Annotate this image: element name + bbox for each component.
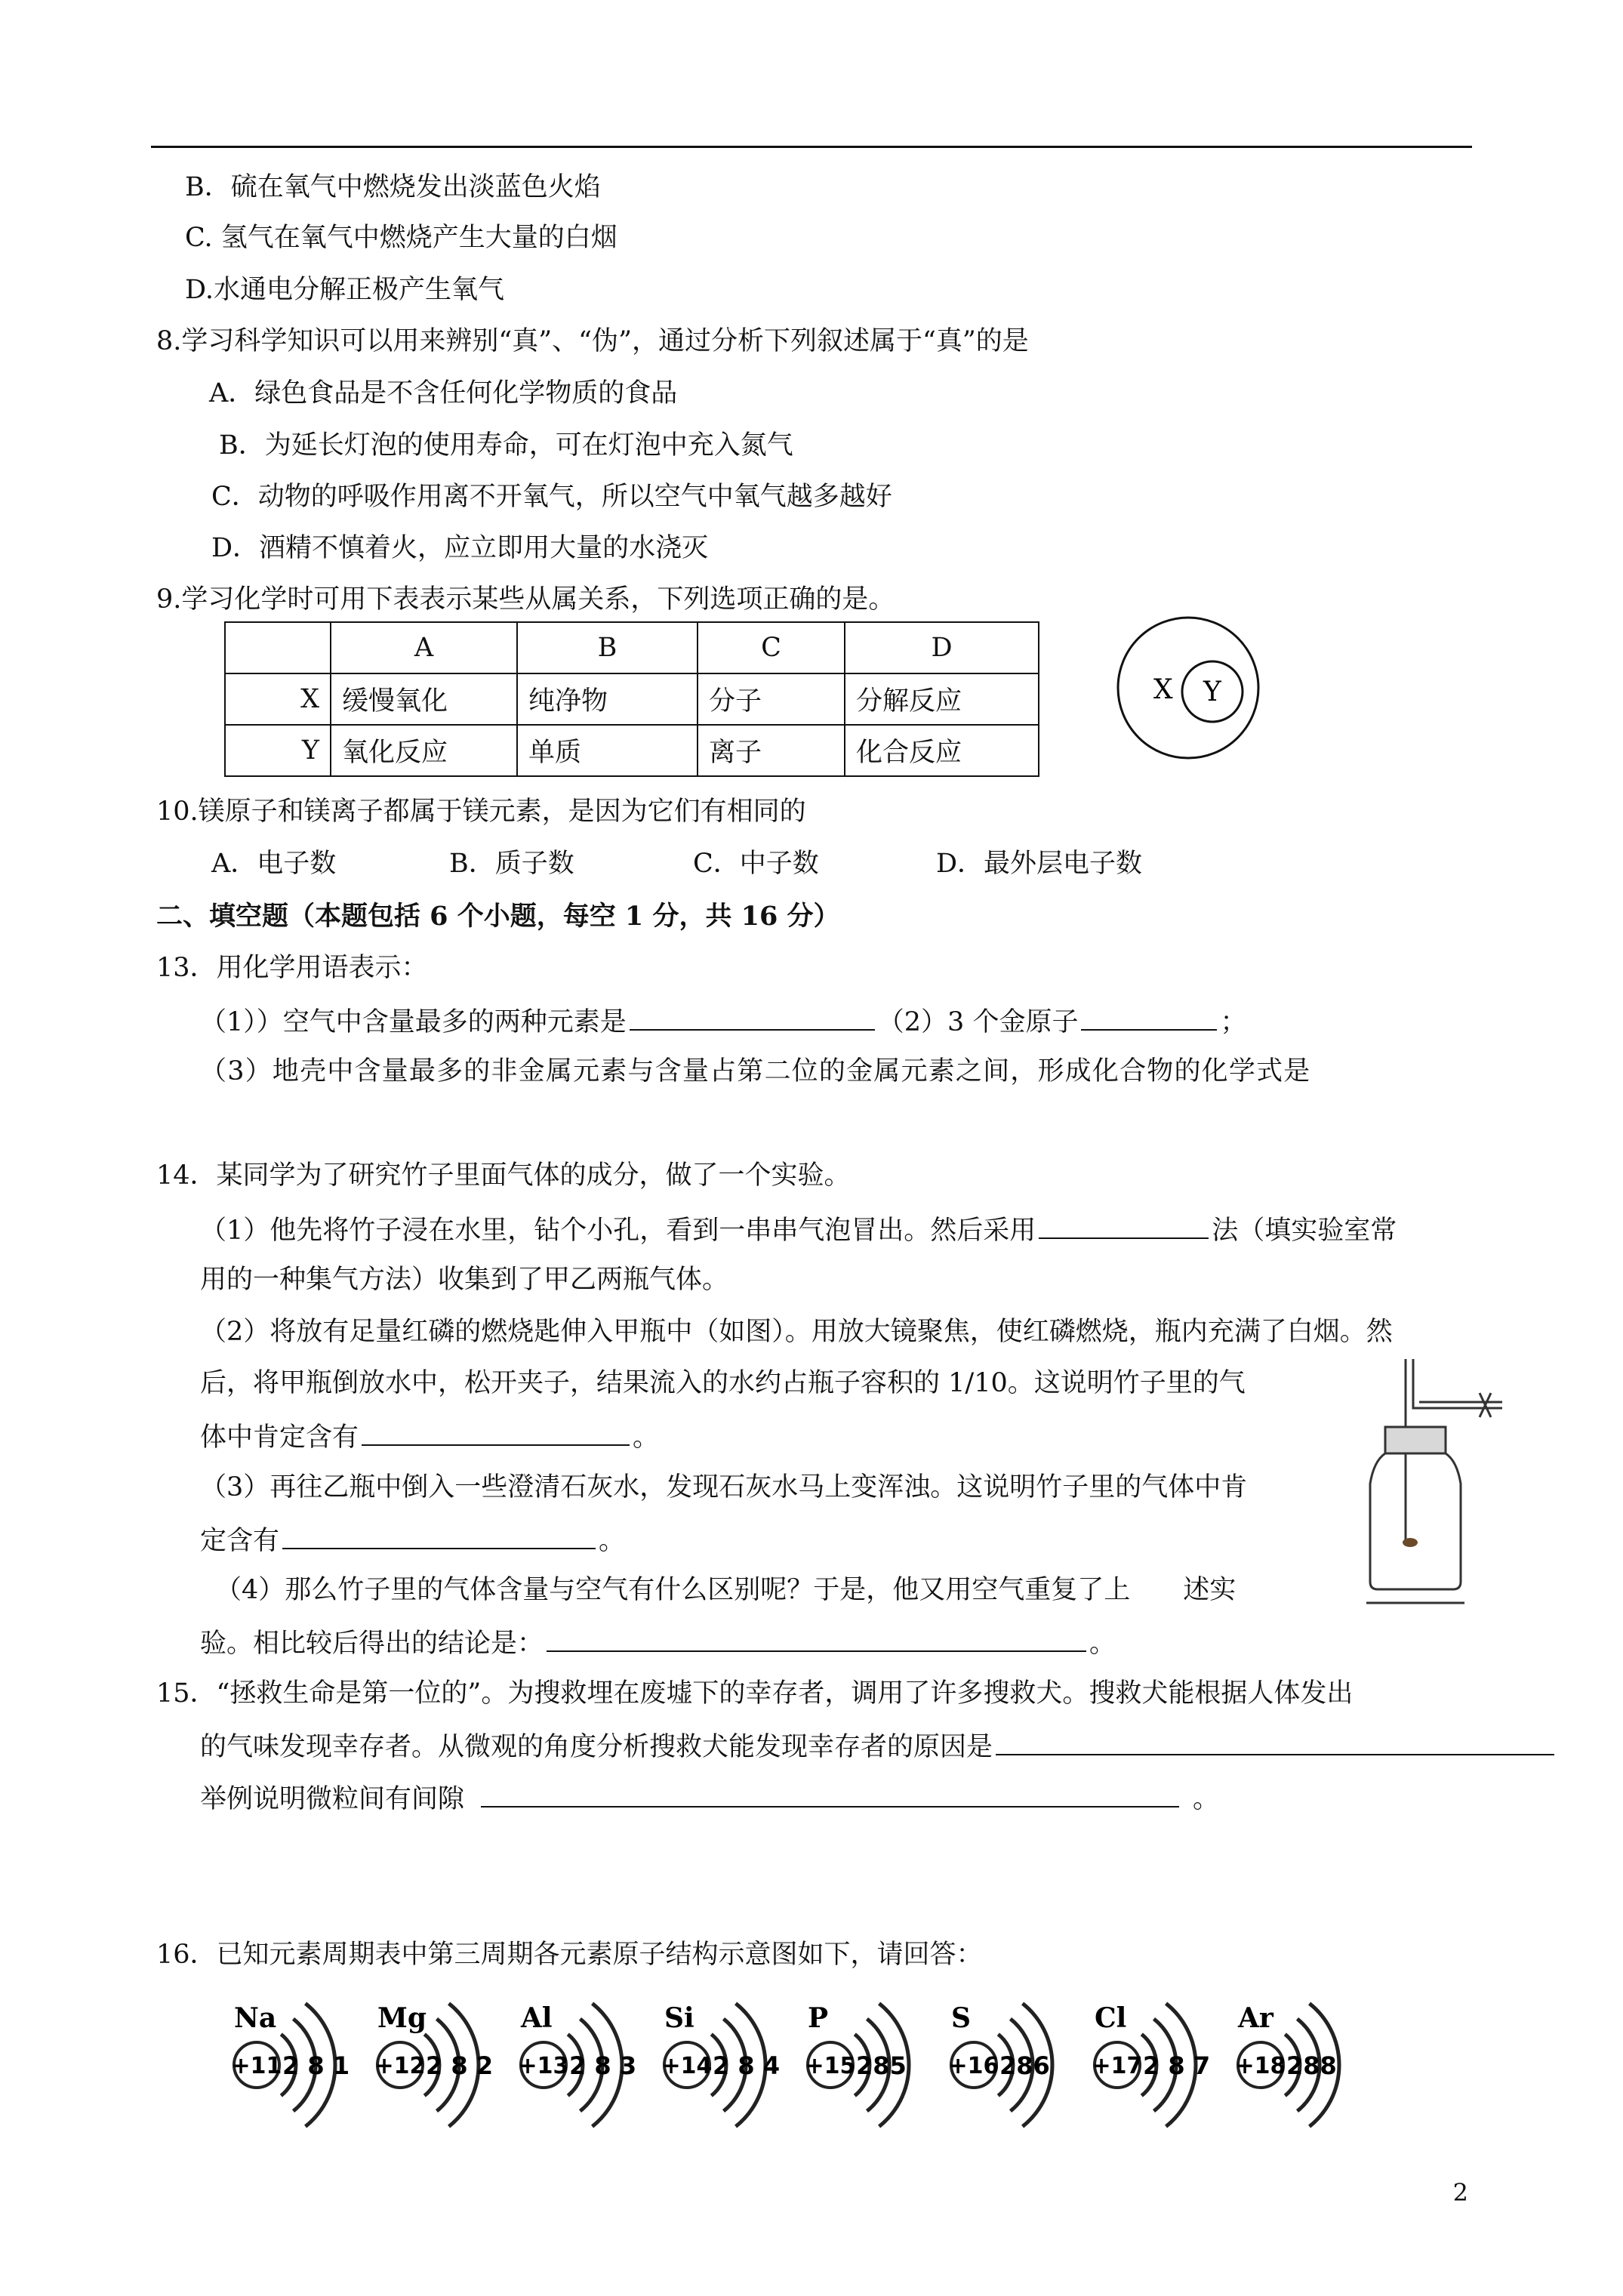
table-cell: 化合反应 (845, 725, 1039, 776)
atom-diagram (519, 2002, 637, 2127)
q8-stem: 8.学习科学知识可以用来辨别“真”、“伪”，通过分析下列叙述属于“真”的是 (156, 326, 1029, 356)
table-header-cell: B (517, 622, 698, 673)
gas-bottle (1370, 1453, 1461, 1589)
table-cell: 离子 (698, 725, 845, 776)
answer-blank[interactable] (996, 1728, 1554, 1755)
venn-outer-label: X (1153, 674, 1173, 705)
q15-part2 (200, 1780, 1219, 1816)
atom-diagram (805, 2002, 909, 2127)
q14-part3-answer (200, 1522, 625, 1558)
answer-blank[interactable] (547, 1625, 1086, 1652)
q15-part2-text: 举例说明微粒间有间隙 (200, 1784, 465, 1814)
atom-diagram (375, 2002, 494, 2127)
answer-blank[interactable] (1081, 1003, 1217, 1031)
table-cell: Y (225, 725, 331, 776)
stopper (1385, 1427, 1446, 1453)
q9-stem: 9.学习化学时可用下表表示某些从属关系，下列选项正确的是。 (156, 584, 895, 615)
table-row (225, 673, 1039, 725)
q13-part1-text: （1））空气中含量最多的两种元素是 (200, 1007, 627, 1037)
venn-inner-label: Y (1203, 676, 1221, 707)
element-symbol: Mg (377, 2002, 427, 2034)
nuclear-charge: +11 (231, 2053, 282, 2079)
element-symbol: Cl (1095, 2002, 1127, 2034)
q14-part2-end: 。 (633, 1422, 660, 1453)
q8-option-c: C．动物的呼吸作用离不开氧气，所以空气中氧气越多越好 (211, 482, 892, 512)
nuclear-charge: +16 (948, 2053, 999, 2079)
element-symbol: Na (234, 2002, 277, 2034)
q16-stem: 16．已知元素周期表中第三周期各元素原子结构示意图如下，请回答： (156, 1940, 983, 1970)
q15-stem: 15．“拯救生命是第一位的”。为搜救埋在废墟下的幸存者，调用了许多搜救犬。搜救犬能根据人体发出 (156, 1678, 1354, 1709)
venn-diagram (1114, 614, 1265, 765)
atom-diagram (1092, 2002, 1211, 2127)
atom-diagram (949, 2002, 1052, 2127)
answer-blank[interactable] (282, 1522, 596, 1549)
table-header-cell: C (698, 622, 845, 673)
q13-part2-end: ； (1220, 1007, 1247, 1037)
glass-tube (1413, 1359, 1502, 1408)
shell-electron-counts: 286 (999, 2051, 1050, 2080)
table-cell: 氧化反应 (331, 725, 517, 776)
table-header-cell (225, 622, 331, 673)
q14-part4-text: 验。相比较后得出的结论是： (200, 1629, 544, 1659)
q10-option-d: D．最外层电子数 (936, 849, 1143, 879)
q7-option-c: C. 氢气在氧气中燃烧产生大量的白烟 (185, 223, 617, 253)
q7-option-d: D.水通电分解正极产生氧气 (185, 275, 504, 305)
q14-part1-text: （1）他先将竹子浸在水里，钻个小孔，看到一串串气泡冒出。然后采用 (200, 1216, 1036, 1246)
shell-electron-counts: 2 8 4 (713, 2051, 781, 2080)
table-row (225, 725, 1039, 776)
q14-part4-answer (200, 1625, 1116, 1660)
answer-blank[interactable] (1039, 1212, 1209, 1239)
q10-option-a: A．电子数 (211, 849, 337, 879)
answer-blank[interactable] (630, 1003, 875, 1031)
shell-electron-counts: 2 8 2 (426, 2051, 494, 2080)
element-symbol: Ar (1238, 2002, 1273, 2034)
atomic-structure-diagrams (226, 1982, 1404, 2163)
table-header-row (225, 622, 1039, 673)
q14-part4: （4）那么竹子里的气体含量与空气有什么区别呢？于是，他又用空气重复了上 述实 (215, 1575, 1236, 1605)
answer-blank[interactable] (481, 1780, 1179, 1808)
table-header-cell: A (331, 622, 517, 673)
nuclear-charge: +14 (661, 2053, 713, 2079)
page-number: 2 (1452, 2178, 1468, 2207)
q8-option-a: A．绿色食品是不含任何化学物质的食品 (209, 378, 678, 408)
q14-part1 (200, 1212, 1397, 1247)
header-rule (151, 146, 1472, 148)
relationship-table (224, 621, 1039, 777)
table-cell: 分解反应 (845, 673, 1039, 725)
element-symbol: S (951, 2002, 971, 2034)
table-cell: 单质 (517, 725, 698, 776)
nuclear-charge: +13 (518, 2053, 569, 2079)
q13-stem: 13．用化学用语表示： (156, 953, 428, 983)
q14-stem: 14．某同学为了研究竹子里面气体的成分，做了一个实验。 (156, 1160, 851, 1191)
shell-electron-counts: 2 8 7 (1143, 2051, 1211, 2080)
nuclear-charge: +18 (1235, 2053, 1286, 2079)
element-symbol: Si (664, 2002, 694, 2034)
nuclear-charge: +15 (805, 2053, 856, 2079)
shell-electron-counts: 288 (1286, 2051, 1337, 2080)
q8-option-b: B．为延长灯泡的使用寿命，可在灯泡中充入氮气 (219, 430, 793, 461)
q14-part3: （3）再往乙瓶中倒入一些澄清石灰水，发现石灰水马上变浑浊。这说明竹子里的气体中肯 (200, 1472, 1248, 1502)
q14-part1-cont: 用的一种集气方法）收集到了甲乙两瓶气体。 (200, 1265, 729, 1295)
pinch-clamp (1480, 1393, 1491, 1417)
table-cell: 缓慢氧化 (331, 673, 517, 725)
q10-option-c: C．中子数 (693, 849, 819, 879)
venn-outer-circle (1118, 618, 1258, 758)
q13-part1 (200, 1003, 1246, 1039)
q10-stem: 10.镁原子和镁离子都属于镁元素，是因为它们有相同的 (156, 797, 806, 827)
q15-part1-text: 的气味发现幸存者。从微观的角度分析搜救犬能发现幸存者的原因是 (200, 1732, 993, 1762)
section-2-title: 二、填空题（本题包括 6 个小题，每空 1 分，共 16 分） (156, 901, 840, 932)
q14-part3-text: 定含有 (200, 1526, 280, 1556)
answer-blank[interactable] (362, 1419, 630, 1446)
table-cell: 分子 (698, 673, 845, 725)
nuclear-charge: +12 (374, 2053, 426, 2079)
q7-option-b: B．硫在氧气中燃烧发出淡蓝色火焰 (185, 172, 601, 202)
gas-bottle-apparatus (1359, 1355, 1510, 1612)
q15-part2-end: 。 (1193, 1784, 1220, 1814)
q14-part3-end: 。 (599, 1526, 626, 1556)
q14-part2-answer (200, 1419, 659, 1454)
shell-electron-counts: 2 8 1 (282, 2051, 350, 2080)
q14-part2: （2）将放有足量红磷的燃烧匙伸入甲瓶中（如图）。用放大镜聚焦，使红磷燃烧，瓶内充满了白烟。然 (200, 1317, 1393, 1347)
shell-electron-counts: 285 (856, 2051, 907, 2080)
q14-part4-end: 。 (1089, 1629, 1116, 1659)
q13-part2-text: （2）3 个金原子 (877, 1007, 1079, 1037)
nuclear-charge: +17 (1092, 2053, 1143, 2079)
red-phosphorus (1403, 1538, 1418, 1547)
q14-part2-text: 体中肯定含有 (200, 1422, 359, 1453)
table-cell: X (225, 673, 331, 725)
table-header-cell: D (845, 622, 1039, 673)
table-cell: 纯净物 (517, 673, 698, 725)
shell-electron-counts: 2 8 3 (569, 2051, 637, 2080)
q14-part2-cont: 后，将甲瓶倒放水中，松开夹子，结果流入的水约占瓶子容积的 1/10。这说明竹子里的气 (200, 1368, 1246, 1398)
q15-part1 (200, 1728, 1557, 1764)
atom-diagram (662, 2002, 781, 2127)
q8-option-d: D．酒精不慎着火，应立即用大量的水浇灭 (211, 533, 709, 563)
q14-part1-text-2: 法（填实验室常 (1212, 1216, 1397, 1246)
atom-diagram (232, 2002, 350, 2127)
element-symbol: Al (521, 2002, 553, 2034)
element-symbol: P (808, 2002, 829, 2034)
q10-option-b: B．质子数 (449, 849, 574, 879)
atom-diagram (1236, 2002, 1339, 2127)
q13-part3: （3）地壳中含量最多的非金属元素与含量占第二位的金属元素之间，形成化合物的化学式是 (200, 1056, 1311, 1086)
